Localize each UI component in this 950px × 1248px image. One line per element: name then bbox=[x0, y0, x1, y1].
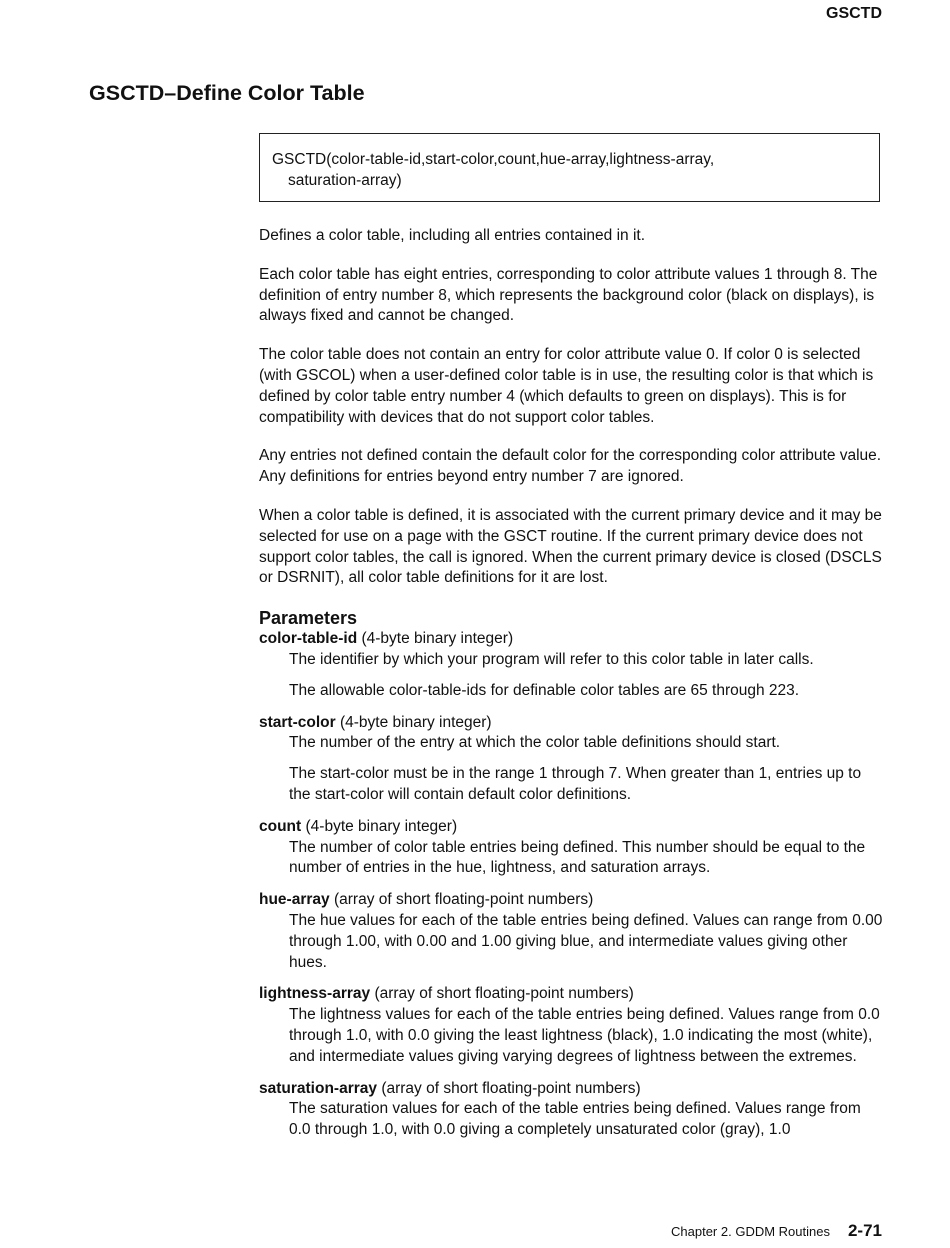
paragraph: Each color table has eight entries, corresponding to color attribute values 1 through 8. The definition of entry number 8, which represents the background color (black on displays), is always fixed and cannot be changed. bbox=[259, 265, 878, 325]
parameters-heading: Parameters bbox=[259, 608, 358, 629]
parameter-hue-array bbox=[259, 890, 884, 973]
page-title: GSCTD–Define Color Table bbox=[89, 81, 365, 105]
parameter-description: The lightness values for each of the table entries being defined. Values range from 0.0 through 1.0, with 0.0 giving the least lightness (black), 1.0 indicating the most (white), and intermediate values giving varying degrees of lightness between the extremes. bbox=[289, 1006, 880, 1065]
parameter-name: hue-array bbox=[259, 891, 330, 909]
parameter-header bbox=[259, 629, 884, 650]
syntax-line-2: saturation-array) bbox=[288, 172, 402, 189]
parameter-type: (4-byte binary integer) bbox=[361, 630, 514, 648]
parameter-name: start-color bbox=[259, 713, 336, 731]
running-head: GSCTD bbox=[826, 5, 882, 22]
syntax-line-1: GSCTD(color-table-id,start-color,count,hue-array,lightness-array, bbox=[272, 151, 715, 168]
parameter-description: The number of color table entries being defined. This number should be equal to the number of entries in the hue, lightness, and saturation arrays. bbox=[289, 838, 866, 877]
parameter-name: saturation-array bbox=[259, 1079, 378, 1097]
parameter-type: (4-byte binary integer) bbox=[339, 713, 492, 731]
parameter-header bbox=[259, 713, 884, 734]
parameter-count bbox=[259, 817, 884, 879]
main-content bbox=[259, 226, 884, 1152]
parameter-lightness-array bbox=[259, 984, 884, 1067]
parameter-type: (array of short floating-point numbers) bbox=[381, 1079, 641, 1097]
paragraph: The color table does not contain an entry for color attribute value 0. If color 0 is selected (with GSCOL) when a user-defined color table is in use, the resulting color is that which is defined by color table entry number 4 (which defaults to green on displays). This is for compatibility with devices that do not support color tables. bbox=[259, 346, 874, 426]
parameter-header bbox=[259, 817, 884, 838]
parameter-header bbox=[259, 1079, 884, 1100]
parameter-description: The start-color must be in the range 1 through 7. When greater than 1, entries up to the start-color will contain default color definitions. bbox=[289, 765, 862, 803]
paragraph: Defines a color table, including all entries contained in it. bbox=[259, 227, 646, 244]
page-footer bbox=[671, 1221, 882, 1241]
parameter-description: The number of the entry at which the color table definitions should start. bbox=[289, 734, 781, 752]
parameter-description: The hue values for each of the table entries being defined. Values can range from 0.00 through 1.00, with 0.00 and 1.00 giving blue, and intermediate values giving other hues. bbox=[289, 911, 883, 971]
parameter-name: color-table-id bbox=[259, 630, 358, 648]
paragraph: When a color table is defined, it is associated with the current primary device and it may be selected for use on a page with the GSCT routine. If the current primary device does not support color tables, the call is ignored. When the current primary device is closed (DSCLS or DSRNIT), all color table definitions for it are lost. bbox=[259, 506, 882, 587]
syntax-box bbox=[259, 133, 880, 202]
page-number: 2-71 bbox=[847, 1221, 882, 1240]
parameter-type: (array of short floating-point numbers) bbox=[374, 985, 634, 1003]
parameter-header bbox=[259, 890, 884, 911]
parameter-description: The allowable color-table-ids for definable color tables are 65 through 223. bbox=[289, 681, 800, 699]
parameter-header bbox=[259, 984, 884, 1005]
parameter-color-table-id bbox=[259, 629, 884, 701]
paragraph: Any entries not defined contain the default color for the corresponding color attribute value. Any definitions for entries beyond entry number 7 are ignored. bbox=[259, 447, 882, 486]
parameter-type: (array of short floating-point numbers) bbox=[333, 891, 594, 909]
parameter-description: The saturation values for each of the table entries being defined. Values range from 0.0 through 1.0, with 0.0 giving a completely unsaturated color (gray), 1.0 bbox=[289, 1100, 861, 1139]
parameter-start-color bbox=[259, 713, 884, 806]
parameter-name: count bbox=[259, 817, 302, 835]
parameter-description: The identifier by which your program will refer to this color table in later calls. bbox=[289, 650, 814, 668]
footer-chapter: Chapter 2. GDDM Routines bbox=[671, 1224, 830, 1239]
parameter-type: (4-byte binary integer) bbox=[305, 817, 458, 835]
parameter-saturation-array bbox=[259, 1079, 884, 1141]
parameter-name: lightness-array bbox=[259, 985, 371, 1003]
